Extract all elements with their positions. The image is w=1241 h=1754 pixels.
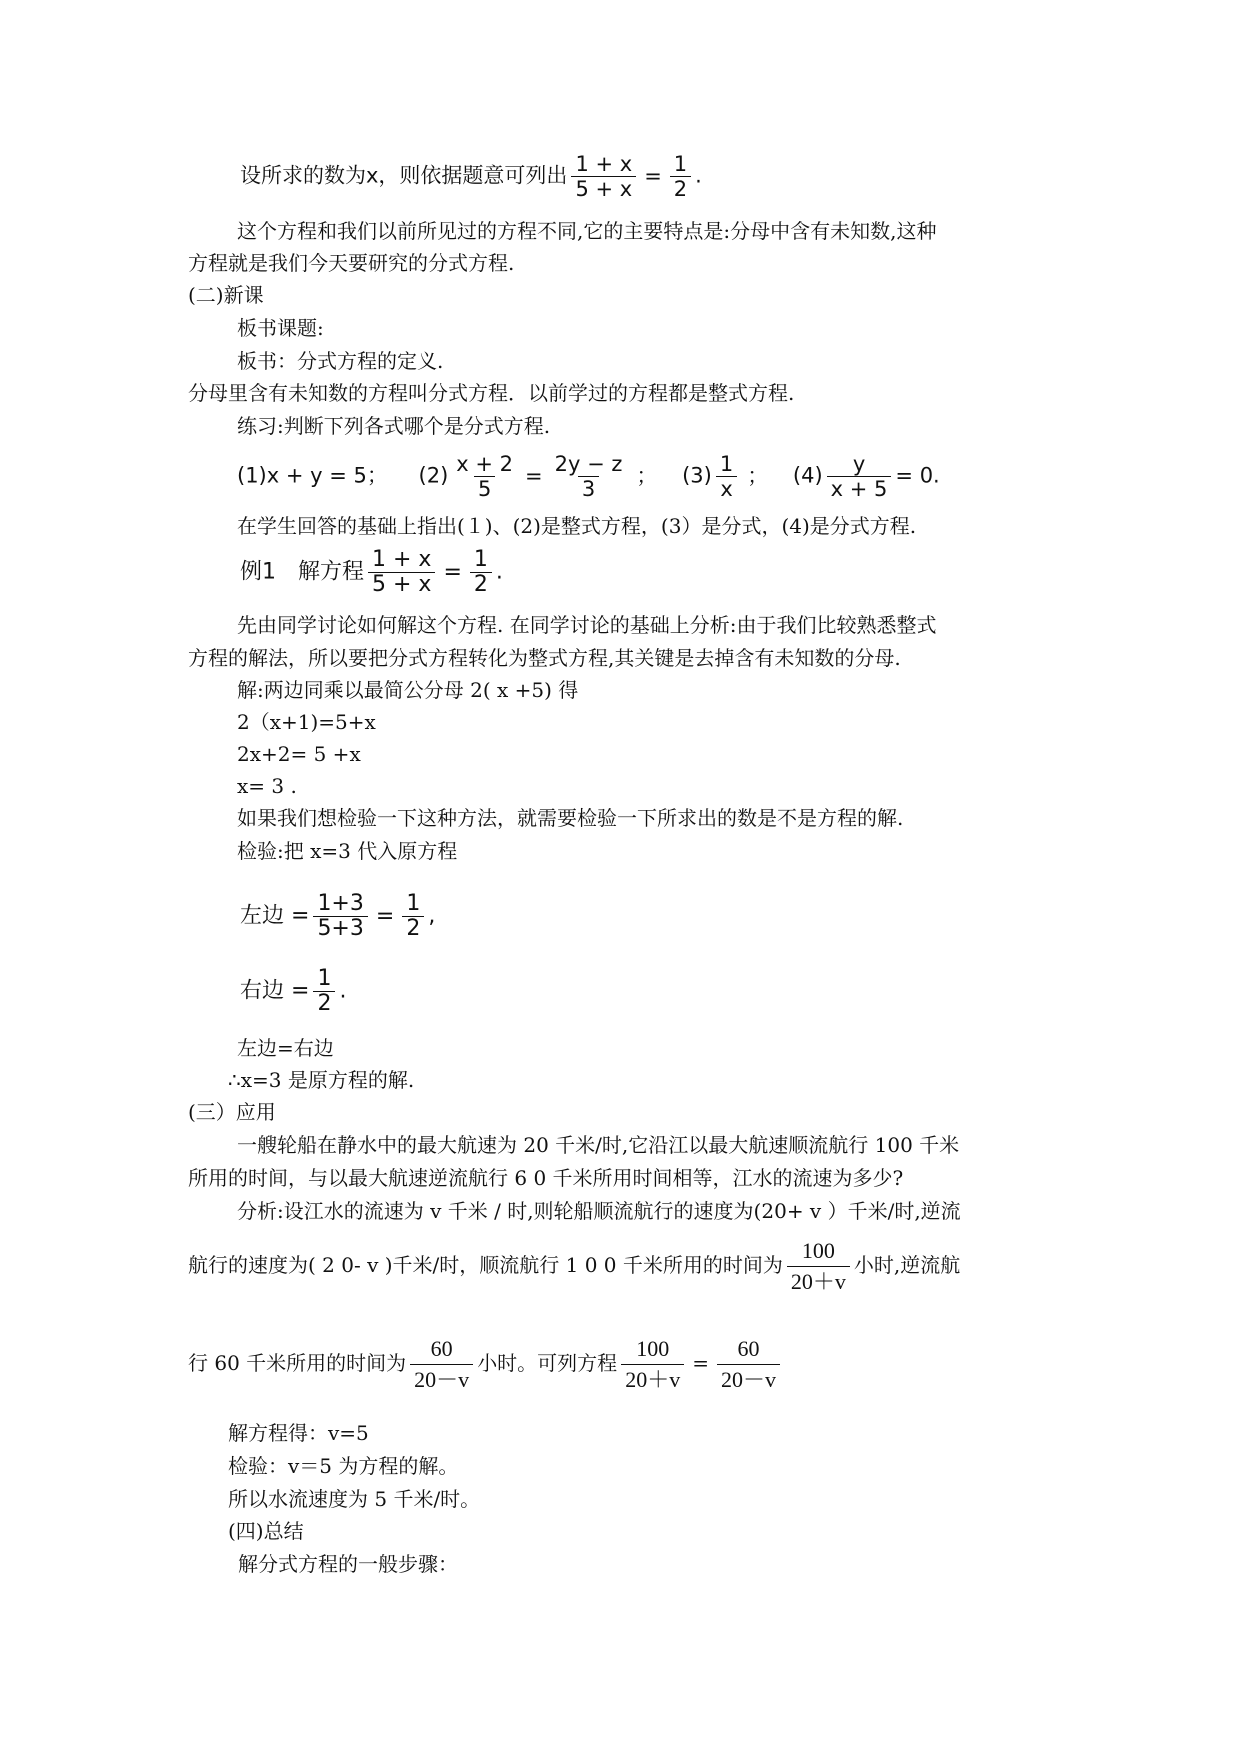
check-right: 右边 = $\frac{1}{2}$ . — [240, 966, 347, 1016]
paragraph-line: 分析:设江水的流速为 v 千米 / 时,则轮船顺流航行的速度为(20+ v ）千米/时,逆流 — [237, 1199, 961, 1223]
paragraph-line: 行 60 千米所用的时间为 $\frac{60}{20-v}$ 小时。可列方程 $\frac{100}{20+v}$ = $\frac{60}{20-v}$ — [188, 1334, 784, 1395]
fraction: $\frac{1 + x}{5 + x}$ — [571, 152, 636, 201]
paragraph-line: 先由同学讨论如何解这个方程. 在同学讨论的基础上分析:由于我们比较熟悉整式 — [237, 613, 937, 637]
section-title: (四)总结 — [228, 1519, 304, 1543]
paragraph-line: 所用的时间，与以最大航速逆流航行 6 0 千米所用时间相等，江水的流速为多少? — [188, 1166, 904, 1190]
fraction: $\frac{100}{20+v}$ — [787, 1236, 850, 1297]
solution-line: 2x+2= 5 +x — [237, 742, 361, 766]
result-line: 解方程得：v=5 — [228, 1421, 369, 1445]
exercise-intro: 练习:判断下列各式哪个是分式方程. — [237, 414, 551, 438]
fraction: $\frac{x + 2}{5}$ — [456, 452, 514, 501]
fraction: $\frac{60}{20-v}$ — [717, 1334, 780, 1395]
conclusion-line: ∴x=3 是原方程的解. — [228, 1068, 415, 1092]
solution-line: 2（x+1)=5+x — [237, 710, 376, 734]
summary-steps: 解分式方程的一般步骤： — [238, 1552, 458, 1576]
exercise-equations: (1)x + y = 5； (2) $\frac{x + 2}{5}$ = $\frac{2y - z}{3}$ ； (3) $\frac{1}{x}$ ； (4) $\frac{y}{x + 5}$ = 0. — [237, 452, 940, 501]
board-definition: 板书：分式方程的定义. — [237, 349, 444, 373]
fraction: $\frac{1}{2}$ — [402, 892, 424, 941]
fraction: $\frac{1}{2}$ — [313, 967, 335, 1016]
paragraph-line: 方程就是我们今天要研究的分式方程. — [188, 251, 515, 275]
fraction: $\frac{2y - z}{3}$ — [554, 452, 623, 501]
fraction: $\frac{y}{x + 5}$ — [827, 452, 892, 501]
definition: 分母里含有未知数的方程叫分式方程．以前学过的方程都是整式方程. — [188, 381, 795, 405]
example-equation: 例1 解方程 $\frac{1 + x}{5 + x}$ = $\frac{1}{2}$ . — [240, 547, 503, 597]
section-title: (三）应用 — [188, 1100, 276, 1124]
fraction: $\frac{1}{2}$ — [670, 152, 691, 201]
solution-line: 解:两边同乘以最简公分母 2( x +5) 得 — [237, 678, 579, 702]
fraction: $\frac{1}{2}$ — [470, 548, 492, 597]
conclusion-line: 左边=右边 — [237, 1036, 334, 1060]
result-line: 所以水流速度为 5 千米/时。 — [228, 1487, 481, 1511]
solution-line: 检验:把 x=3 代入原方程 — [237, 839, 458, 863]
fraction: $\frac{1 + x}{5 + x}$ — [368, 548, 435, 597]
paragraph-line: 航行的速度为( 2 0- v )千米/时，顺流航行 1 0 0 千米所用的时间为 $\frac{100}{20+v}$ 小时,逆流航 — [188, 1236, 960, 1297]
solution-line: 如果我们想检验一下这种方法，就需要检验一下所求出的数是不是方程的解. — [237, 806, 904, 830]
fraction: $\frac{60}{20-v}$ — [410, 1334, 473, 1395]
intro-text: 设所求的数为x，则依据题意可列出 — [240, 163, 568, 188]
fraction: $\frac{1+3}{5+3}$ — [313, 892, 367, 941]
section-title: (二)新课 — [188, 283, 264, 307]
paragraph-line: 一艘轮船在静水中的最大航速为 20 千米/时,它沿江以最大航速顺流航行 100 千米 — [237, 1133, 960, 1157]
board-title: 板书课题: — [237, 316, 324, 340]
result-line: 检验：v＝5 为方程的解。 — [228, 1454, 459, 1478]
intro-equation: 设所求的数为x，则依据题意可列出 $\frac{1 + x}{5 + x}$ = $\frac{1}{2}$ . — [240, 152, 702, 201]
fraction: $\frac{1}{x}$ — [716, 452, 737, 501]
solution-line: x= 3 . — [237, 774, 297, 798]
paragraph-line: 这个方程和我们以前所见过的方程不同,它的主要特点是:分母中含有未知数,这种 — [237, 219, 937, 243]
exercise-answer: 在学生回答的基础上指出(１)、(2)是整式方程，(3）是分式，(4)是分式方程. — [237, 514, 917, 538]
check-left: 左边 = $\frac{1+3}{5+3}$ = $\frac{1}{2}$ , — [240, 891, 436, 941]
fraction: $\frac{100}{20+v}$ — [621, 1334, 684, 1395]
paragraph-line: 方程的解法，所以要把分式方程转化为整式方程,其关键是去掉含有未知数的分母. — [188, 646, 901, 670]
